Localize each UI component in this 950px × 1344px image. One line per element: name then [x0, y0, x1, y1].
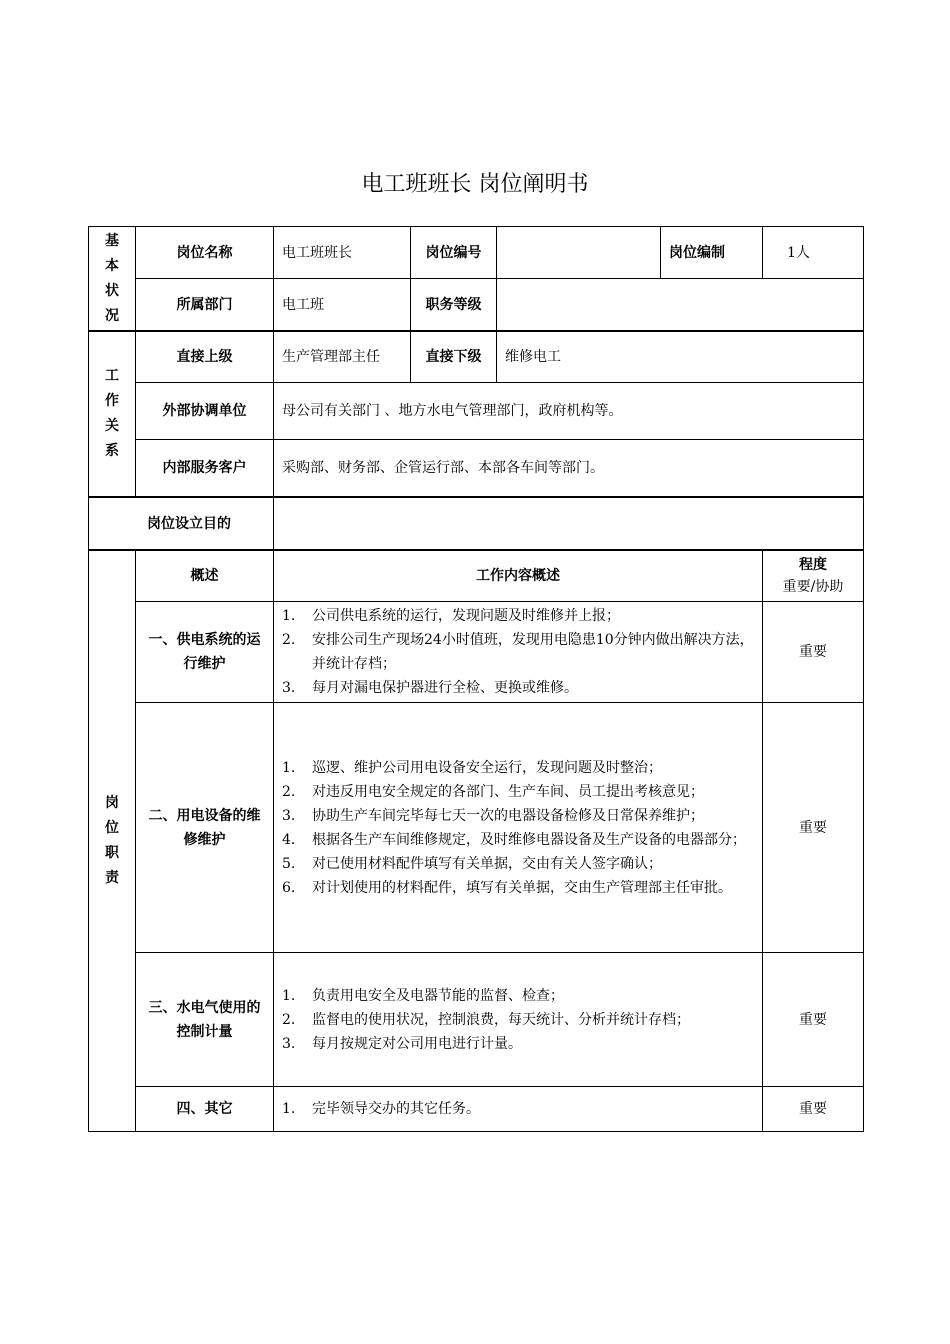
duty-row	[89, 602, 864, 703]
task-item: 6. 对计划使用的材料配件，填写有关单据，交由生产管理部主任审批。	[282, 879, 732, 896]
duty-degree: 重要	[763, 703, 864, 953]
duty-name: 三、水电气使用的控制计量	[136, 953, 274, 1087]
task-item: 4. 根据各生产车间维修规定，及时维修电器设备及生产设备的电器部分；	[282, 831, 746, 848]
header-degree-title: 程度	[799, 557, 827, 573]
internal-value: 采购部、财务部、企管运行部、本部各车间等部门。	[274, 440, 864, 497]
relations-section-label: 工作关系	[89, 332, 136, 497]
duty-tasks	[274, 1087, 763, 1132]
task-item: 2. 监督电的使用状况，控制浪费，每天统计、分析并统计存档；	[282, 1011, 690, 1028]
basic-info-table	[88, 226, 864, 331]
task-item: 3. 每月对漏电保护器进行全检、更换或维修。	[282, 680, 578, 696]
duty-degree: 重要	[763, 1087, 864, 1132]
duty-name: 四、其它	[136, 1087, 274, 1132]
task-item: 1. 巡逻、维护公司用电设备安全运行，发现问题及时整治；	[282, 759, 662, 776]
department-label: 所属部门	[136, 279, 274, 331]
purpose-value	[274, 498, 864, 550]
position-name-label: 岗位名称	[136, 227, 274, 279]
subordinate-value: 维修电工	[497, 332, 864, 383]
department-value: 电工班	[274, 279, 411, 331]
task-item: 3. 协助生产车间完毕每七天一次的电器设备检修及日常保养维护；	[282, 807, 704, 824]
duty-degree: 重要	[763, 602, 864, 703]
relations-table	[88, 331, 864, 497]
task-item: 1. 负责用电安全及电器节能的监督、检查；	[282, 987, 564, 1004]
grade-value	[497, 279, 864, 331]
headcount-value: 1人	[763, 227, 864, 279]
header-overview: 概述	[136, 551, 274, 602]
grade-label: 职务等级	[411, 279, 497, 331]
task-item: 2. 安排公司生产现场24小时值班，发现用电隐患10分钟内做出解决方法，并统计存档；	[282, 632, 754, 672]
task-item: 5. 对已使用材料配件填写有关单据，交由有关人签字确认；	[282, 855, 662, 872]
duty-tasks	[274, 602, 763, 703]
headcount-label: 岗位编制	[661, 227, 763, 279]
duty-tasks	[274, 703, 763, 953]
duties-section-label: 岗位职责	[89, 551, 136, 1132]
superior-value: 生产管理部主任	[274, 332, 411, 383]
duty-name: 一、供电系统的运行维护	[136, 602, 274, 703]
task-item: 3. 每月按规定对公司用电进行计量。	[282, 1035, 522, 1052]
basic-section-label: 基本状况	[89, 227, 136, 331]
subordinate-label: 直接下级	[411, 332, 497, 383]
task-item: 1. 公司供电系统的运行，发现问题及时维修并上报；	[282, 608, 620, 624]
task-item: 2. 对违反用电安全规定的各部门、生产车间、员工提出考核意见；	[282, 783, 704, 800]
duties-table	[88, 550, 864, 1132]
task-item: 1. 完毕领导交办的其它任务。	[282, 1101, 480, 1117]
duty-name: 二、用电设备的维修维护	[136, 703, 274, 953]
position-name-value: 电工班班长	[274, 227, 411, 279]
purpose-table	[88, 497, 864, 550]
header-degree-sub: 重要/协助	[782, 579, 844, 595]
position-code-value	[497, 227, 661, 279]
position-code-label: 岗位编号	[411, 227, 497, 279]
duty-tasks	[274, 953, 763, 1087]
purpose-label: 岗位设立目的	[89, 498, 274, 550]
header-content: 工作内容概述	[274, 551, 763, 602]
duty-degree: 重要	[763, 953, 864, 1087]
internal-label: 内部服务客户	[136, 440, 274, 497]
duty-row	[89, 1087, 864, 1132]
external-value: 母公司有关部门 、地方水电气管理部门，政府机构等。	[274, 383, 864, 440]
document-title: 电工班班长 岗位阐明书	[361, 172, 589, 197]
duty-row	[89, 703, 864, 953]
duty-row	[89, 953, 864, 1087]
external-label: 外部协调单位	[136, 383, 274, 440]
superior-label: 直接上级	[136, 332, 274, 383]
header-degree	[763, 551, 864, 602]
